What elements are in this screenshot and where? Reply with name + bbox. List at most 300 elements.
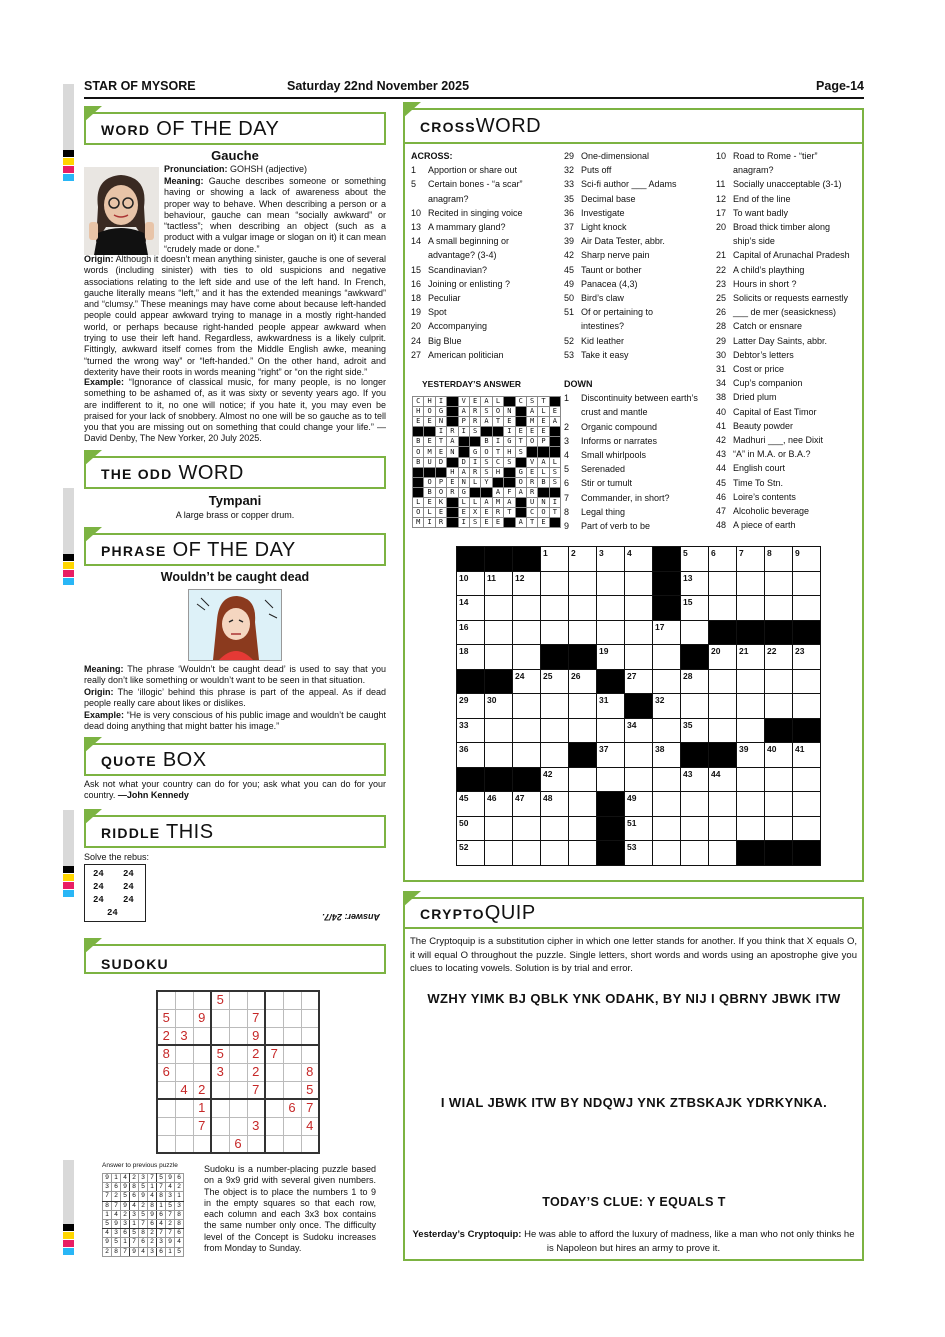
section-title-big: BOX: [162, 749, 207, 771]
crossword-cell[interactable]: [597, 718, 625, 743]
crossword-cell[interactable]: [625, 547, 653, 572]
clue-item: 9 Part of verb to be: [564, 521, 651, 532]
sudoku-cell[interactable]: [229, 991, 247, 1009]
answer-cell: A: [504, 497, 515, 507]
crossword-cell[interactable]: [737, 694, 765, 719]
crossword-cell[interactable]: [625, 669, 653, 694]
margin-bar: [63, 84, 74, 150]
crossword-cell[interactable]: [625, 596, 653, 621]
crossword-cell[interactable]: [513, 694, 541, 719]
newspaper-name: STAR OF MYSORE: [84, 79, 196, 93]
section-title-small: WORD: [101, 122, 151, 138]
sudoku-cell[interactable]: [265, 1063, 283, 1081]
crossword-cell[interactable]: [541, 743, 569, 768]
sudoku-cell[interactable]: [301, 1045, 319, 1063]
crossword-cell[interactable]: [765, 792, 793, 817]
crossword-cell[interactable]: [793, 743, 821, 768]
crossword-cell[interactable]: [485, 743, 513, 768]
sudoku-cell[interactable]: [265, 1081, 283, 1099]
crossword-cell: [513, 547, 541, 572]
sudoku-cell[interactable]: [193, 1063, 211, 1081]
crossword-cell[interactable]: [765, 669, 793, 694]
sudoku-cell[interactable]: [175, 1063, 193, 1081]
sudoku-cell[interactable]: [157, 1117, 175, 1135]
sudoku-cell[interactable]: [157, 991, 175, 1009]
answer-cell: B: [538, 477, 549, 487]
registration-mark: [63, 890, 74, 897]
crossword-cell[interactable]: [541, 620, 569, 645]
crossword-cell[interactable]: [653, 694, 681, 719]
answer-cell: E: [447, 477, 458, 487]
crossword-cell[interactable]: [765, 645, 793, 670]
crossword-grid[interactable]: [456, 546, 821, 866]
sudoku-cell[interactable]: [247, 1099, 265, 1117]
answer-cell: M: [413, 518, 424, 528]
sudoku-cell[interactable]: [301, 1027, 319, 1045]
crossword-cell[interactable]: [681, 841, 709, 866]
crossword-cell[interactable]: [625, 571, 653, 596]
sudoku-cell[interactable]: [211, 1081, 229, 1099]
crossword-cell[interactable]: [625, 841, 653, 866]
answer-cell: A: [526, 407, 537, 417]
answer-cell: E: [538, 417, 549, 427]
answer-cell: S: [515, 447, 526, 457]
cell-number: 51: [627, 817, 637, 828]
answer-cell: N: [435, 417, 446, 427]
crossword-cell: [653, 547, 681, 572]
clue-item: 53 Take it easy: [564, 349, 629, 360]
crossword-cell[interactable]: [485, 620, 513, 645]
answer-cell: D: [435, 457, 446, 467]
rebus-cell: 24: [93, 895, 104, 905]
crossword-cell[interactable]: [793, 669, 821, 694]
sudoku-cell[interactable]: [229, 1045, 247, 1063]
answer-cell: [447, 457, 458, 467]
sudoku-cell[interactable]: [283, 1063, 301, 1081]
clue-item: 14 A small beginning or: [411, 236, 510, 247]
clue-item: 24 Big Blue: [411, 335, 462, 346]
answer-cell: E: [538, 518, 549, 528]
crossword-cell[interactable]: [653, 816, 681, 841]
crossword-cell[interactable]: [681, 694, 709, 719]
sudoku-cell[interactable]: [283, 1081, 301, 1099]
crossword-cell[interactable]: [765, 816, 793, 841]
crossword-cell[interactable]: [737, 596, 765, 621]
answer-cell: K: [435, 497, 446, 507]
answer-cell: T: [526, 518, 537, 528]
crossword-cell[interactable]: [597, 571, 625, 596]
crossword-cell[interactable]: [457, 694, 485, 719]
clue-item: 33 Sci-fi author ___ Adams: [564, 179, 677, 190]
crossword-cell[interactable]: [653, 620, 681, 645]
cell-number: 11: [487, 572, 496, 583]
crossword-cell[interactable]: [653, 767, 681, 792]
crossword-cell[interactable]: [569, 620, 597, 645]
answer-cell: 9: [103, 1238, 112, 1247]
crossword-cell[interactable]: [681, 792, 709, 817]
answer-cell: S: [469, 518, 480, 528]
crossword-cell[interactable]: [569, 792, 597, 817]
crossword-cell[interactable]: [681, 571, 709, 596]
crossword-cell[interactable]: [597, 743, 625, 768]
crossword-cell[interactable]: [513, 718, 541, 743]
crossword-cell[interactable]: [681, 669, 709, 694]
crossword-cell[interactable]: [569, 571, 597, 596]
sudoku-cell[interactable]: [229, 1027, 247, 1045]
answer-cell: A: [515, 487, 526, 497]
cell-number: 2: [571, 548, 576, 558]
crossword-cell[interactable]: [485, 792, 513, 817]
crossword-cell[interactable]: [513, 816, 541, 841]
crossword-cell[interactable]: [569, 841, 597, 866]
answer-cell: 4: [112, 1210, 121, 1219]
crossword-cell[interactable]: [737, 743, 765, 768]
sudoku-cell[interactable]: [157, 1099, 175, 1117]
answer-cell: D: [458, 457, 469, 467]
crossword-cell[interactable]: [625, 792, 653, 817]
sudoku-cell[interactable]: [193, 1135, 211, 1153]
crossword-cell[interactable]: [709, 841, 737, 866]
crossword-cell[interactable]: [513, 596, 541, 621]
crossword-cell: [625, 694, 653, 719]
crossword-cell[interactable]: [765, 743, 793, 768]
crossword-cell[interactable]: [541, 718, 569, 743]
crossword-cell[interactable]: [485, 816, 513, 841]
sudoku-cell[interactable]: [283, 1027, 301, 1045]
sudoku-cell[interactable]: [283, 1117, 301, 1135]
crossword-cell[interactable]: [653, 792, 681, 817]
section-title-small: THE ODD: [101, 466, 173, 482]
crossword-cell[interactable]: [793, 767, 821, 792]
crossword-cell[interactable]: [569, 596, 597, 621]
sudoku-cell[interactable]: [229, 1099, 247, 1117]
cell-number: 34: [627, 719, 637, 730]
sudoku-cell[interactable]: [283, 1045, 301, 1063]
registration-mark: [63, 570, 74, 577]
sudoku-cell[interactable]: [247, 991, 265, 1009]
crossword-cell[interactable]: [485, 694, 513, 719]
crossword-cell[interactable]: [597, 596, 625, 621]
crossword-cell[interactable]: [457, 743, 485, 768]
answer-cell: [549, 447, 560, 457]
crossword-cell[interactable]: [541, 571, 569, 596]
crossword-cell[interactable]: [709, 669, 737, 694]
crossword-cell[interactable]: [513, 792, 541, 817]
sudoku-cell[interactable]: [301, 1009, 319, 1027]
crossword-cell[interactable]: [513, 620, 541, 645]
crossword-cell[interactable]: [709, 596, 737, 621]
answer-cell: B: [413, 457, 424, 467]
sudoku-cell[interactable]: [283, 1009, 301, 1027]
crossword-cell[interactable]: [569, 669, 597, 694]
answer-cell: E: [526, 467, 537, 477]
crossword-cell[interactable]: [737, 816, 765, 841]
sudoku-cell[interactable]: [175, 1099, 193, 1117]
clue-item: 29 Latter Day Saints, abbr.: [716, 335, 828, 346]
crossword-cell[interactable]: [597, 694, 625, 719]
crossword-cell[interactable]: [793, 596, 821, 621]
crossword-cell[interactable]: [513, 743, 541, 768]
crossword-cell[interactable]: [653, 669, 681, 694]
answer-cell: A: [481, 497, 492, 507]
crossword-cell[interactable]: [653, 718, 681, 743]
crossword-cell[interactable]: [625, 645, 653, 670]
sudoku-cell[interactable]: [301, 991, 319, 1009]
crossword-cell[interactable]: [541, 669, 569, 694]
crossword-cell[interactable]: [597, 620, 625, 645]
cell-number: 33: [459, 719, 469, 730]
clue-item: 3 Informs or narrates: [564, 435, 658, 446]
clue-item: 34 Cup’s companion: [716, 378, 803, 389]
crossword-cell[interactable]: [569, 547, 597, 572]
crossword-cell[interactable]: [625, 767, 653, 792]
cell-number: 42: [543, 768, 553, 779]
answer-cell: O: [515, 477, 526, 487]
clue-item: advantage? (3-4): [428, 250, 497, 261]
crossword-cell[interactable]: [457, 571, 485, 596]
crossword-cell: [765, 620, 793, 645]
sudoku-cell[interactable]: [175, 1045, 193, 1063]
crossword-cell[interactable]: [681, 816, 709, 841]
down-clues-col2: [564, 377, 698, 533]
sudoku-cell[interactable]: [229, 1081, 247, 1099]
crossword-cell[interactable]: [541, 767, 569, 792]
sudoku-cell[interactable]: [265, 1135, 283, 1153]
crossword-cell[interactable]: [681, 718, 709, 743]
sudoku-cell[interactable]: [175, 1117, 193, 1135]
crossword-cell[interactable]: [709, 571, 737, 596]
crossword-cell[interactable]: [793, 792, 821, 817]
issue-date: Saturday 22nd November 2025: [287, 79, 470, 93]
answer-cell: P: [538, 437, 549, 447]
answer-cell: [549, 437, 560, 447]
crossword-cell[interactable]: [737, 767, 765, 792]
sudoku-cell[interactable]: [175, 1135, 193, 1153]
crossword-cell[interactable]: [681, 596, 709, 621]
crossword-cell[interactable]: [457, 816, 485, 841]
crossword-cell[interactable]: [457, 792, 485, 817]
answer-cell: E: [424, 437, 435, 447]
cell-number: 29: [459, 695, 469, 705]
sudoku-cell: 3: [247, 1117, 265, 1135]
section-title-small: SUDOKU: [101, 956, 169, 972]
crossword-cell[interactable]: [513, 645, 541, 670]
answer-cell: [549, 427, 560, 437]
crossword-cell[interactable]: [709, 645, 737, 670]
crossword-cell[interactable]: [765, 694, 793, 719]
crossword-cell[interactable]: [485, 645, 513, 670]
crossword-cell[interactable]: [793, 816, 821, 841]
sudoku-cell[interactable]: [175, 1009, 193, 1027]
answer-cell: 6: [139, 1238, 148, 1247]
answer-cell: 1: [103, 1210, 112, 1219]
crossword-cell[interactable]: [485, 596, 513, 621]
answer-cell: [435, 467, 446, 477]
crossword-cell[interactable]: [765, 547, 793, 572]
answer-cell: A: [492, 487, 503, 497]
crossword-cell: [457, 669, 485, 694]
registration-mark: [63, 1240, 74, 1247]
answer-cell: 5: [130, 1229, 139, 1238]
crossword-cell[interactable]: [709, 547, 737, 572]
crossword-cell[interactable]: [513, 669, 541, 694]
crossword-cell[interactable]: [513, 841, 541, 866]
sudoku-cell[interactable]: [211, 1135, 229, 1153]
crossword-cell: [457, 767, 485, 792]
answer-cell: I: [435, 397, 446, 407]
crossword-cell[interactable]: [737, 547, 765, 572]
sudoku-cell[interactable]: [157, 1135, 175, 1153]
answer-cell: G: [515, 467, 526, 477]
sudoku-cell[interactable]: [193, 991, 211, 1009]
crossword-cell[interactable]: [765, 767, 793, 792]
crossword-cell[interactable]: [737, 669, 765, 694]
cell-number: 45: [459, 793, 469, 803]
crossword-cell[interactable]: [681, 547, 709, 572]
answer-cell: S: [526, 397, 537, 407]
answer-cell: 2: [166, 1219, 175, 1228]
answer-cell: [481, 427, 492, 437]
answer-cell: [549, 487, 560, 497]
phrase-meaning: Meaning: The phrase ‘Wouldn’t be caught dead’ is used to say that you really don’t like something or wouldn’t want to be seen in that situation.: [84, 664, 387, 686]
crossword-cell[interactable]: [709, 694, 737, 719]
answer-cell: 4: [166, 1183, 175, 1192]
cell-number: 43: [683, 768, 693, 779]
sudoku-cell[interactable]: [193, 1045, 211, 1063]
clue-item: 12 End of the line: [716, 193, 791, 204]
crossword-cell[interactable]: [569, 816, 597, 841]
crossword-cell[interactable]: [569, 718, 597, 743]
sudoku-cell[interactable]: [265, 1027, 283, 1045]
sudoku-cell[interactable]: [211, 1027, 229, 1045]
section-title-small: CRYPTO: [420, 906, 485, 922]
sudoku-cell[interactable]: [229, 1009, 247, 1027]
answer-cell: T: [515, 437, 526, 447]
crossword-cell[interactable]: [457, 718, 485, 743]
answer-cell: L: [549, 457, 560, 467]
crossword-cell[interactable]: [765, 596, 793, 621]
cell-number: 39: [739, 744, 749, 754]
sudoku-cell[interactable]: [301, 1135, 319, 1153]
crossword-cell[interactable]: [597, 547, 625, 572]
crossword-cell[interactable]: [737, 571, 765, 596]
crossword-cell[interactable]: [457, 620, 485, 645]
crossword-cell[interactable]: [709, 816, 737, 841]
rebus-cell: 24: [93, 882, 104, 892]
crossword-cell[interactable]: [625, 620, 653, 645]
sudoku-cell[interactable]: [283, 1135, 301, 1153]
sudoku-cell[interactable]: [211, 1099, 229, 1117]
crossword-cell[interactable]: [653, 743, 681, 768]
crossword-cell[interactable]: [541, 792, 569, 817]
crossword-cell[interactable]: [625, 718, 653, 743]
crossword-cell[interactable]: [569, 767, 597, 792]
answer-cell: [413, 487, 424, 497]
answer-cell: E: [424, 417, 435, 427]
crossword-cell[interactable]: [653, 645, 681, 670]
word-of-the-day-header: [84, 112, 386, 145]
crossword-cell[interactable]: [681, 620, 709, 645]
crossword-cell[interactable]: [457, 841, 485, 866]
crossword-cell[interactable]: [793, 571, 821, 596]
sudoku-cell[interactable]: [229, 1117, 247, 1135]
answer-cell: 7: [157, 1183, 166, 1192]
answer-cell: [447, 417, 458, 427]
clue-item: 49 Panacea (4,3): [564, 278, 638, 289]
answer-cell: 6: [157, 1247, 166, 1256]
crossword-cell[interactable]: [541, 694, 569, 719]
answer-cell: A: [447, 437, 458, 447]
clue-item: 20 Accompanying: [411, 321, 488, 332]
crossword-cell[interactable]: [793, 694, 821, 719]
sudoku-cell[interactable]: [157, 1081, 175, 1099]
sudoku-cell[interactable]: [265, 1009, 283, 1027]
clue-item: 52 Kid leather: [564, 335, 625, 346]
crossword-cell[interactable]: [737, 718, 765, 743]
crossword-cell[interactable]: [625, 743, 653, 768]
crossword-cell[interactable]: [457, 596, 485, 621]
crossword-cell[interactable]: [737, 792, 765, 817]
crossword-cell[interactable]: [709, 767, 737, 792]
sudoku-cell[interactable]: [265, 1117, 283, 1135]
sudoku-grid[interactable]: [156, 990, 320, 1154]
crossword-cell[interactable]: [485, 841, 513, 866]
crossword-cell[interactable]: [793, 645, 821, 670]
crossword-cell[interactable]: [597, 645, 625, 670]
crossword-cell[interactable]: [541, 547, 569, 572]
crossword-cell[interactable]: [765, 571, 793, 596]
sudoku-cell[interactable]: [265, 1099, 283, 1117]
crossword-cell[interactable]: [653, 841, 681, 866]
crossword-cell[interactable]: [513, 571, 541, 596]
crossword-cell[interactable]: [485, 718, 513, 743]
answer-cell: 9: [121, 1201, 130, 1210]
cell-number: 40: [767, 744, 777, 754]
crossword-cell[interactable]: [457, 645, 485, 670]
sudoku-cell[interactable]: [211, 1117, 229, 1135]
clue-item: 26 ___ de mer (seasickness): [716, 307, 837, 318]
section-title-big: WORD: [475, 115, 542, 137]
answer-cell: E: [435, 508, 446, 518]
sudoku-header: [84, 944, 386, 974]
crossword-cell[interactable]: [569, 694, 597, 719]
crossword-cell[interactable]: [793, 547, 821, 572]
sudoku-cell[interactable]: [193, 1027, 211, 1045]
crossword-cell[interactable]: [709, 792, 737, 817]
sudoku-cell[interactable]: [211, 1009, 229, 1027]
crossword-cell[interactable]: [541, 841, 569, 866]
sudoku-cell[interactable]: [229, 1063, 247, 1081]
crossword-cell[interactable]: [737, 645, 765, 670]
sudoku-cell[interactable]: [265, 991, 283, 1009]
crossword-cell[interactable]: [709, 718, 737, 743]
crossword-cell[interactable]: [625, 816, 653, 841]
answer-cell: 8: [130, 1183, 139, 1192]
crossword-cell[interactable]: [681, 767, 709, 792]
crossword-cell[interactable]: [541, 816, 569, 841]
crossword-cell[interactable]: [597, 767, 625, 792]
answer-cell: E: [458, 508, 469, 518]
crossword-cell[interactable]: [485, 571, 513, 596]
answer-cell: M: [424, 447, 435, 457]
sudoku-cell[interactable]: [247, 1135, 265, 1153]
sudoku-cell[interactable]: [175, 991, 193, 1009]
answer-cell: [515, 457, 526, 467]
answer-cell: 6: [130, 1192, 139, 1201]
crossword-cell[interactable]: [541, 596, 569, 621]
answer-cell: 2: [103, 1247, 112, 1256]
sudoku-cell[interactable]: [283, 991, 301, 1009]
